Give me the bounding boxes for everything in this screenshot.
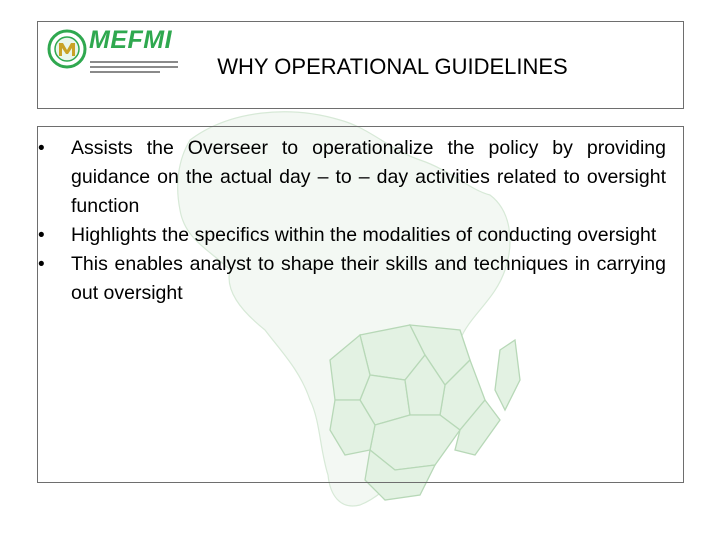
bullet-text: This enables analyst to shape their skills and techniques in carrying out oversight — [71, 253, 666, 304]
slide-title: WHY OPERATIONAL GUIDELINES — [217, 54, 568, 79]
bullet-icon: • — [38, 138, 45, 159]
content-panel — [37, 126, 684, 483]
bullet-text: Highlights the specifics within the modalities of conducting oversight — [71, 224, 657, 246]
bullet-icon: • — [38, 225, 45, 246]
bullet-item — [38, 221, 678, 250]
bullet-list — [38, 134, 678, 308]
title-panel — [37, 21, 684, 109]
mefmi-logo-text: MEFMI — [89, 26, 173, 54]
bullet-item — [38, 250, 678, 308]
bullet-icon: • — [38, 254, 45, 275]
bullet-item — [38, 134, 678, 221]
bullet-text: Assists the Overseer to operationalize the policy by providing guidance on the actual day – to – day activities related to oversight function — [71, 137, 666, 217]
